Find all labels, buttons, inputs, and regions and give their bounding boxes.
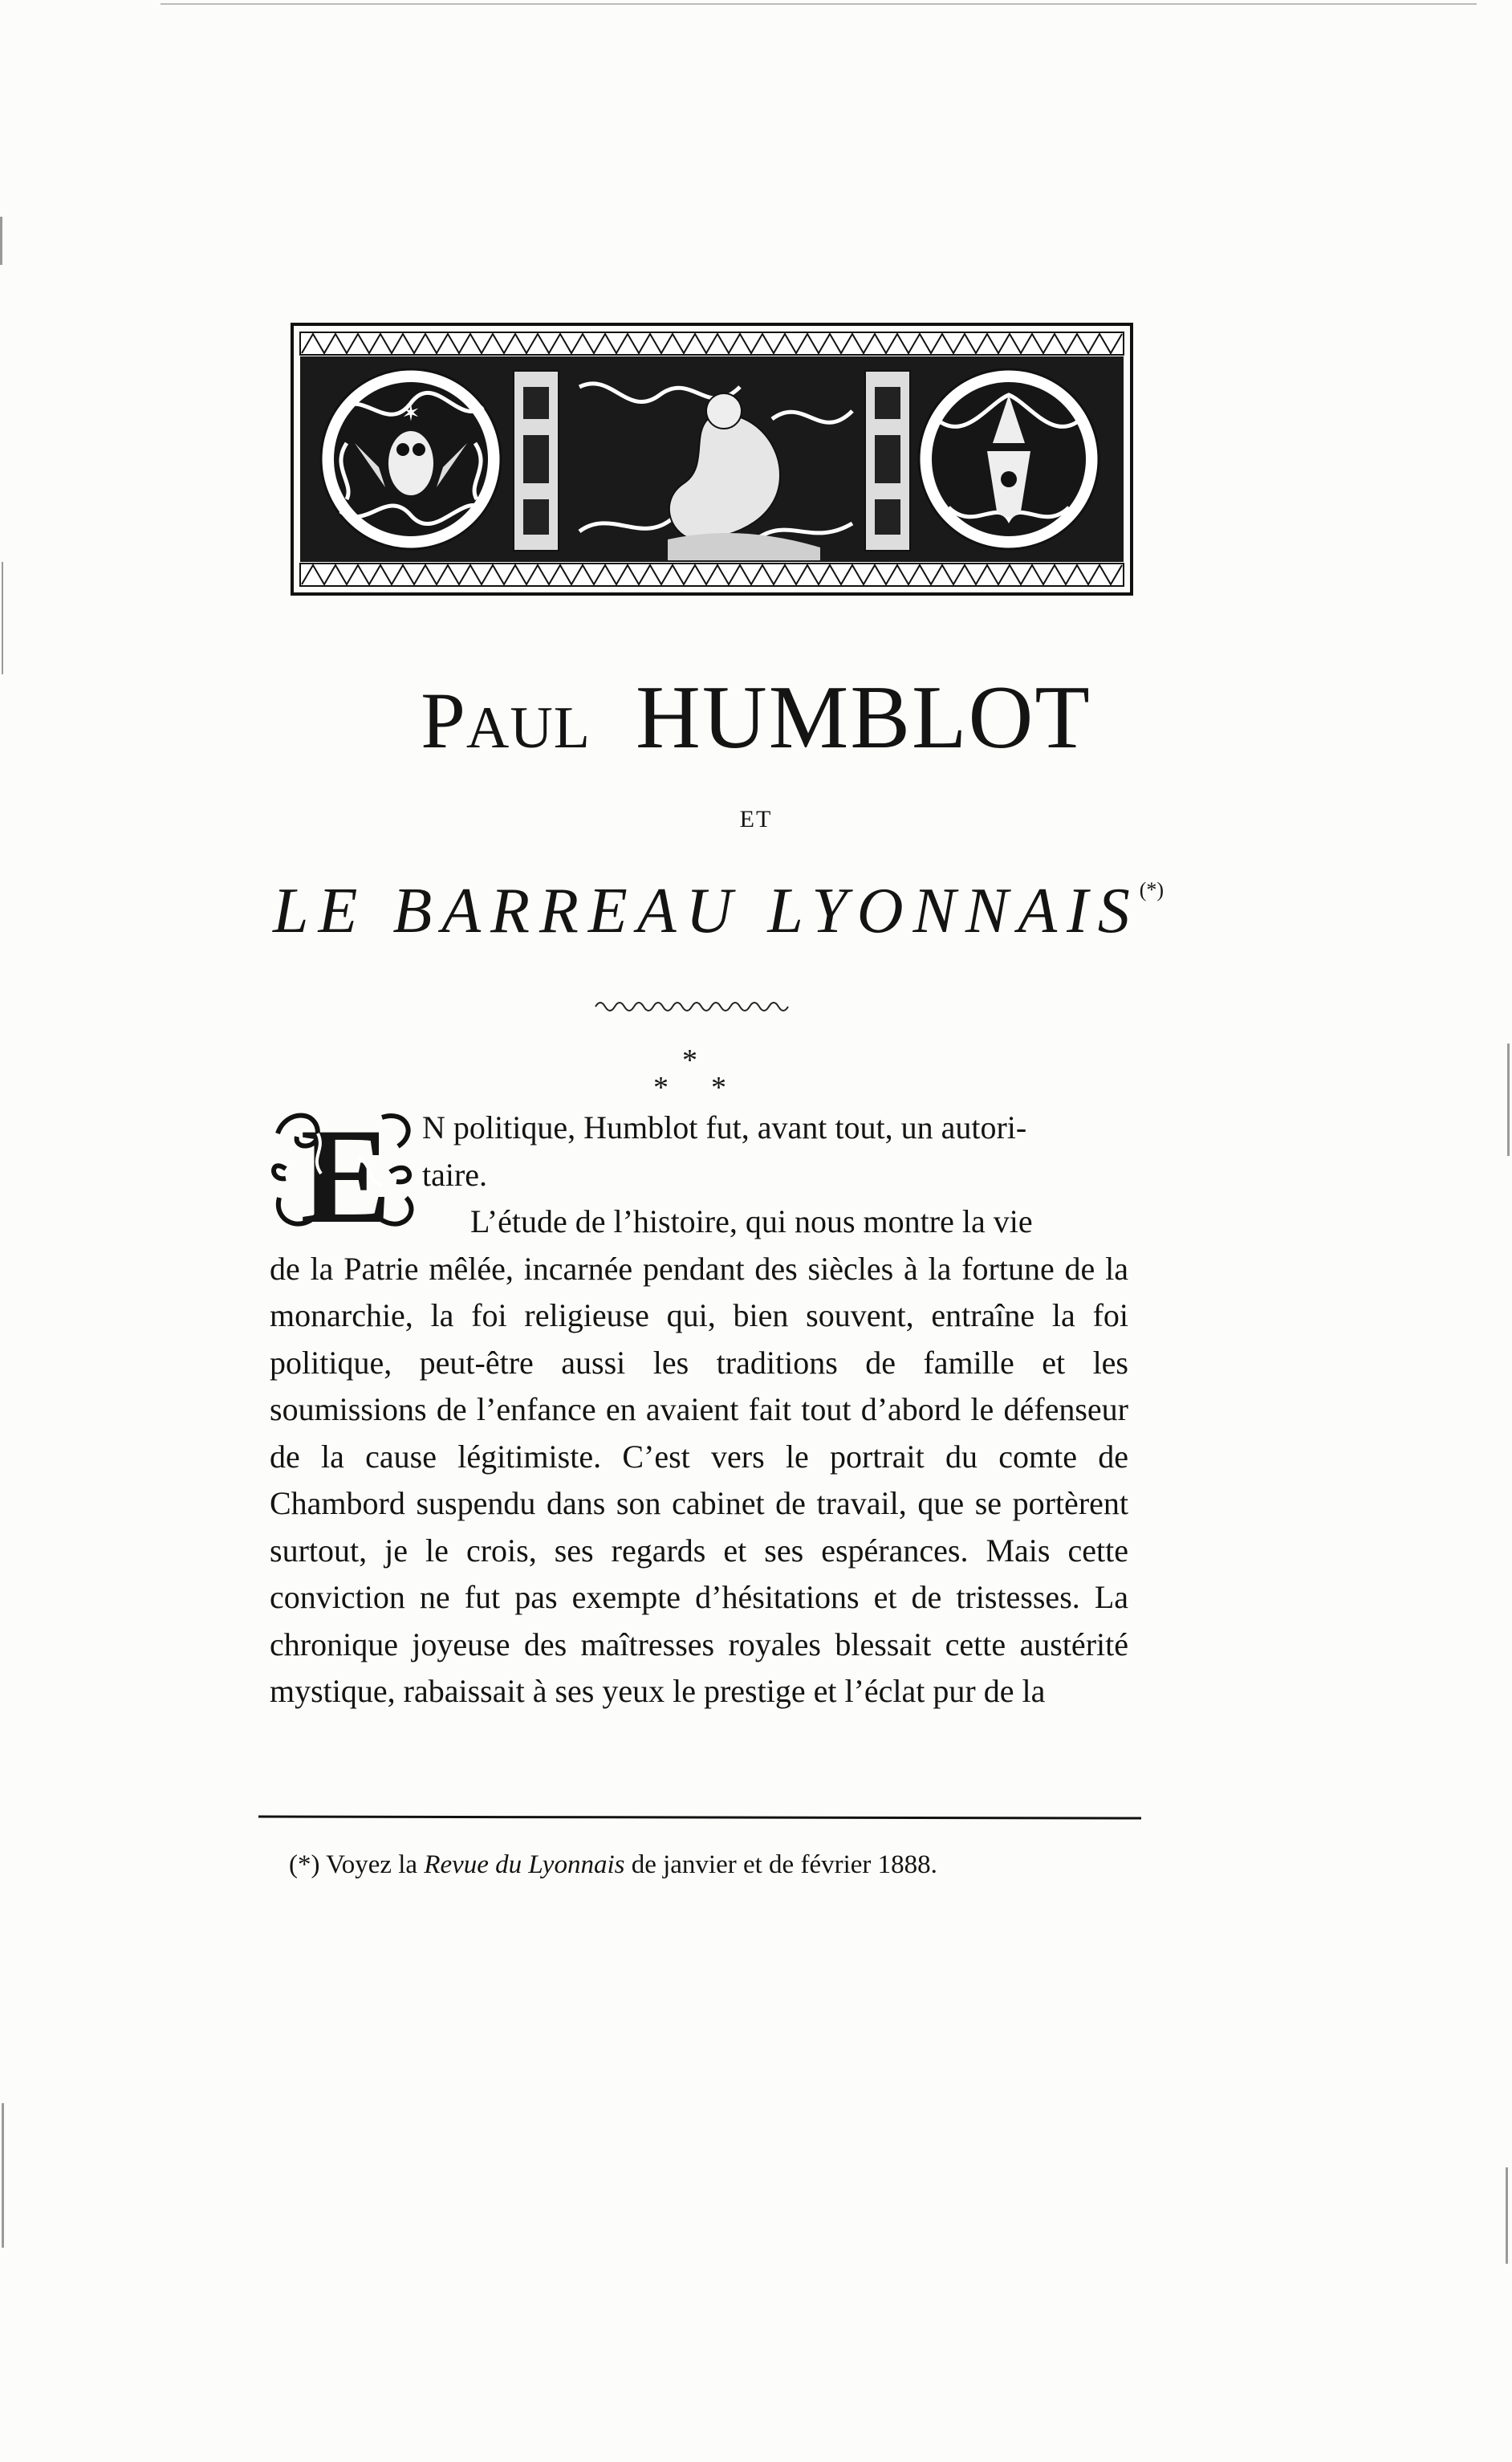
title-first-initial: P — [421, 676, 466, 765]
paragraph-2-first-line: L’étude de l’histoire, qui nous montre la vie — [470, 1203, 1033, 1239]
wavy-rule — [594, 995, 795, 1015]
scan-mark — [1506, 2167, 1508, 2264]
footnote — [289, 1850, 1172, 1880]
scan-mark — [1507, 1044, 1510, 1156]
decorative-headpiece — [291, 323, 1133, 596]
footnote-text-before: Voyez la — [326, 1850, 418, 1879]
paragraph-1-line-1: N politique, Humblot fut, avant tout, un autori- — [422, 1109, 1027, 1146]
asterism-star-left: * — [653, 1071, 669, 1105]
body-text — [270, 1105, 1128, 1715]
svg-text:✶: ✶ — [401, 401, 421, 426]
asterism — [650, 1045, 738, 1103]
scan-mark — [161, 3, 1477, 5]
footnote-marker: (*) — [289, 1850, 320, 1879]
title-note-marker: (*) — [1139, 878, 1164, 901]
scan-mark — [2, 562, 3, 674]
title-conjunction: ET — [739, 806, 773, 832]
title-last-name: HUMBLOT — [635, 668, 1091, 767]
title-subtitle-text: LE BARREAU LYONNAIS — [273, 876, 1140, 946]
paragraph-1 — [270, 1105, 1128, 1198]
scan-mark — [2, 2103, 4, 2248]
footnote-text-after: de janvier et de février 1888. — [631, 1850, 937, 1879]
paragraph-2-rest: de la Patrie mêlée, incarnée pendant des siècles à la fortune de la monarchie, la foi religieuse qui, bien souvent, entraîne la foi politique, peut-être aussi les traditions de famille et les soumissions de l’enfance en avaient fait tout d’abord le défenseur de la cause légitimiste. C’est vers le portrait du comte de Chambord suspendu dans son cabinet de travail, que se portèrent surtout, je le crois, ses regards et ses espérances. Mais cette conviction ne fut pas exempte d’hésitations et de tristesses. La chronique joyeuse des maîtresses royales blessait cette austérité mystique, rabaissait à ses yeux le prestige et l’éclat pur de la — [270, 1250, 1128, 1709]
asterism-star-right: * — [711, 1071, 726, 1105]
asterism-star-top: * — [682, 1044, 697, 1077]
title-first-name — [421, 676, 591, 765]
scan-mark — [0, 217, 2, 265]
footnote-rule — [258, 1814, 1141, 1821]
title-first-rest: AUL — [465, 695, 591, 761]
title-subtitle — [273, 875, 1236, 948]
page-title — [0, 666, 1512, 770]
footnote-journal-title: Revue du Lyonnais — [424, 1850, 625, 1879]
svg-text:E: E — [300, 1101, 392, 1236]
paragraph-1-line-2: taire. — [422, 1156, 488, 1193]
paragraph-2 — [270, 1198, 1128, 1715]
